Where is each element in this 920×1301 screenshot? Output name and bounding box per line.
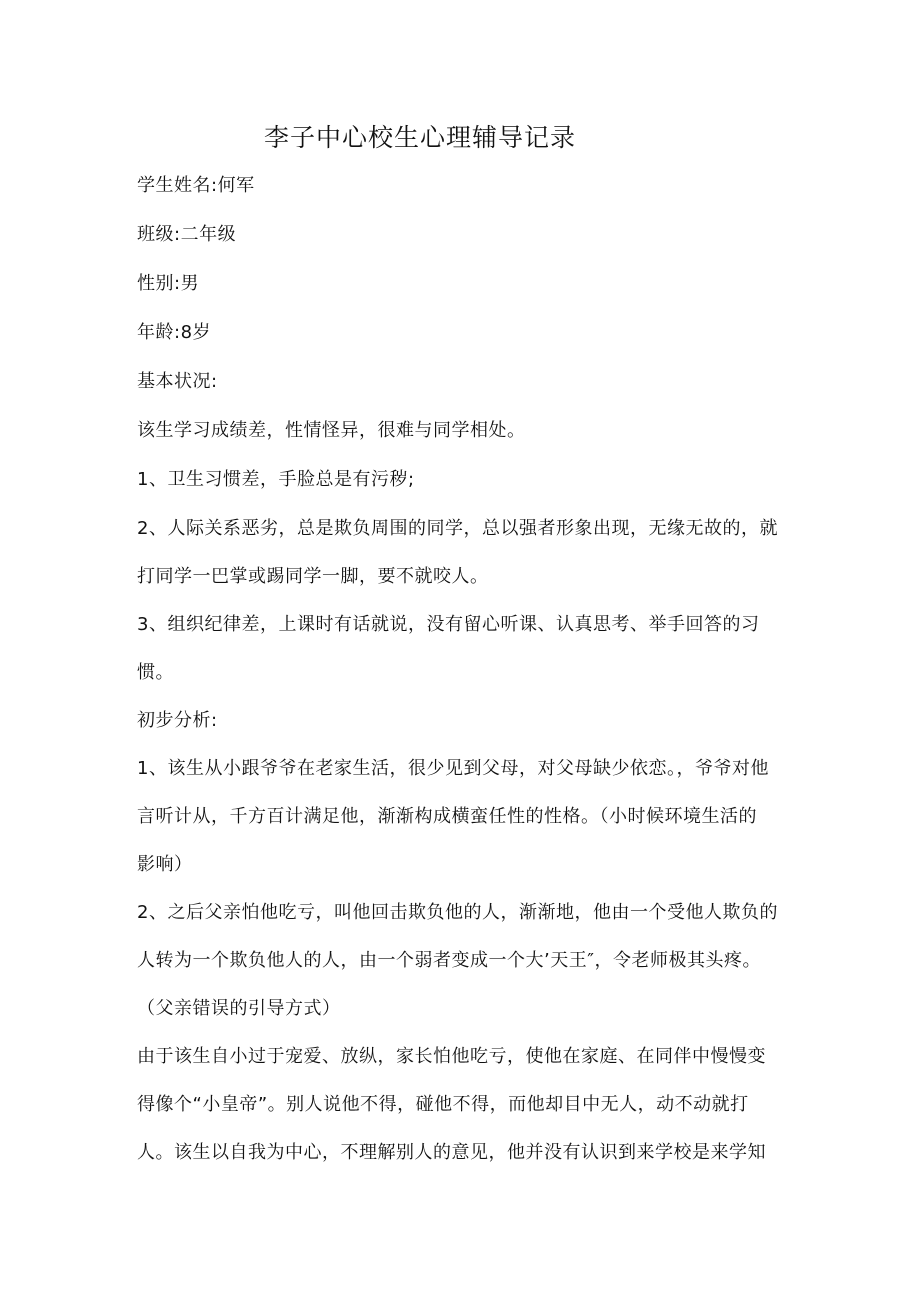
analysis-line: 得像个“小皇帝”。别人说他不得，碰他不得，而他却目中无人，动不动就打	[137, 1094, 749, 1115]
document-title: 李子中心校生心理辅导记录	[264, 123, 577, 152]
basic-situation-heading: 基本状况:	[137, 371, 218, 392]
analysis-line: 影响）	[137, 854, 193, 875]
basic-situation-line: 1、卫生习惯差，手脸总是有污秽;	[137, 469, 415, 490]
analysis-line: 2、之后父亲怕他吃亏，叫他回击欺负他的人，渐渐地，他由一个受他人欺负的	[137, 902, 778, 923]
analysis-line: （父亲错误的引导方式）	[137, 998, 341, 1019]
analysis-line: 由于该生自小过于宠爱、放纵，家长怕他吃亏，使他在家庭、在同伴中慢慢变	[137, 1046, 766, 1067]
student-name-field: 学生姓名:何军	[137, 175, 255, 196]
basic-situation-line: 2、人际关系恶劣，总是欺负周围的同学，总以强者形象出现，无缘无故的，就	[137, 518, 778, 539]
analysis-line: 言听计从，千方百计满足他，渐渐构成横蛮任性的性格。（小时候环境生活的	[137, 806, 757, 827]
basic-situation-line: 打同学一巴掌或踢同学一脚，要不就咬人。	[137, 566, 489, 587]
basic-situation-line: 惯。	[137, 662, 174, 683]
analysis-heading: 初步分析:	[137, 710, 218, 731]
basic-situation-line: 3、组织纪律差，上课时有话就说，没有留心听课、认真思考、举手回答的习	[137, 614, 760, 635]
gender-field: 性别:男	[137, 273, 200, 294]
basic-situation-line: 该生学习成绩差，性情怪异，很难与同学相处。	[137, 420, 526, 441]
analysis-line: 1、该生从小跟爷爷在老家生活，很少见到父母，对父母缺少依恋。，爷爷对他	[137, 758, 769, 779]
class-field: 班级:二年级	[137, 224, 237, 245]
age-field: 年龄:8岁	[137, 322, 212, 343]
analysis-line: 人。该生以自我为中心，不理解别人的意见，他并没有认识到来学校是来学知	[137, 1142, 766, 1163]
analysis-line: 人转为一个欺负他人的人，由一个弱者变成一个大’天王″，令老师极其头疼。	[137, 950, 761, 971]
